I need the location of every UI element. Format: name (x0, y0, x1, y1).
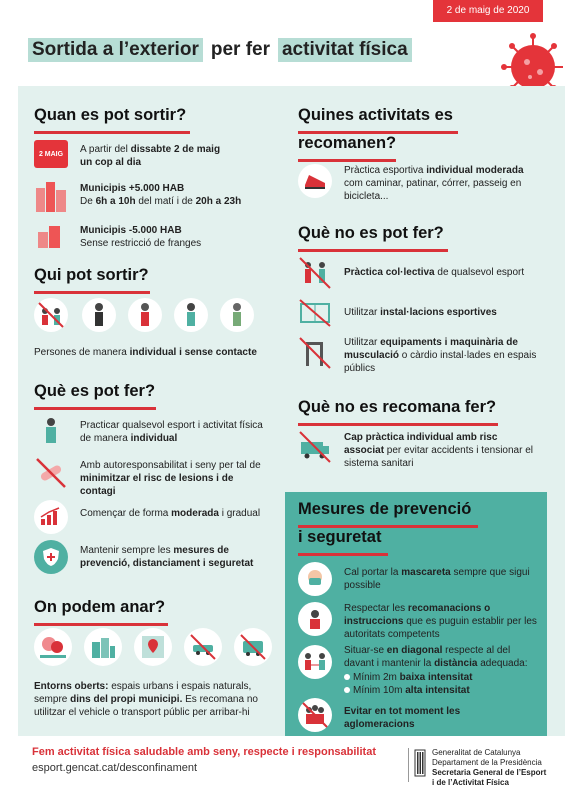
prevention-item-3: Situar-se en diagonal respecte al del davant i mantenir la distància adequada: (344, 645, 528, 669)
heading-recommended-2: recomanen? (298, 134, 396, 162)
nature-icon (34, 628, 72, 666)
heading-can-do: Què es pot fer? (34, 382, 156, 410)
cannot-item-1: Pràctica col·lectiva de qualsevol esport (344, 267, 525, 278)
cannot-item-3: Utilitzar equipaments i maquinària de musculació o càrdio instal·lades en espais públics (344, 337, 537, 374)
generalitat-logo-icon (414, 748, 426, 778)
heading-cannot-do: Què no es pot fer? (298, 224, 448, 252)
distance-bullet-low: Mínim 2m baixa intensitat (344, 671, 540, 684)
can-do-item-4: Mantenir sempre les mesures de prevenció, distanciament i seguretat (80, 545, 254, 569)
distance-icon (298, 645, 332, 679)
footer-slogan: Fem activitat física saludable amb seny, respecte i responsabilitat (32, 746, 376, 758)
title-part1: Sortida a l’exterior (28, 38, 203, 62)
heading-who: Qui pot sortir? (34, 266, 150, 294)
heading-not-recommended: Què no es recomana fer? (298, 398, 498, 426)
where-text: Entorns oberts: espais urbans i espais naturals, sempre dins del propi municipi. Es recomana no utilitzar el vehicle o transport públic per arribar-hi (34, 681, 258, 718)
footer-url[interactable]: esport.gencat.cat/desconfinament (32, 762, 198, 774)
distance-bullet-high: Mínim 10m alta intensitat (344, 684, 540, 697)
prevention-item-1: Cal portar la mascareta sempre que sigui possible (344, 567, 530, 591)
title-part2: per fer (210, 39, 270, 60)
ambulance-prohibited-icon (298, 430, 332, 464)
can-do-item-2: Amb autoresponsabilitat i seny per tal de minimitzar el risc de lesions i de contagi (80, 460, 261, 497)
when-item-3: Municipis -5.000 HAB Sense restricció de franges (80, 225, 202, 249)
running-shoe-icon (298, 164, 332, 198)
bandage-prohibited-icon (34, 456, 68, 490)
facility-prohibited-icon (298, 298, 332, 328)
mask-icon (298, 562, 332, 596)
recommended-item-1: Pràctica esportiva individual moderada com caminar, patinar, córrer, passeig en bicicleta... (344, 165, 524, 202)
calendar-icon: 2 MAIG (34, 140, 68, 168)
date-badge: 2 de maig de 2020 (433, 0, 543, 22)
not-recommended-item-1: Cap pràctica individual amb risc associat per evitar accidents i tensionar el sistema sanitari (344, 432, 533, 469)
cannot-item-2: Utilitzar instal·lacions esportives (344, 307, 497, 318)
heading-prevention: Mesures de prevenció (298, 500, 478, 528)
can-do-item-1: Practicar qualsevol esport i activitat física de manera individual (80, 420, 263, 444)
person-icon-3 (174, 298, 208, 332)
heading-recommended: Quines activitats es (298, 106, 458, 134)
generalitat-text: Generalitat de Catalunya Departament de la Presidència Secretaria General de l’Esport i de l’Activitat Física (432, 748, 547, 787)
person-icon-2 (128, 298, 162, 332)
bus-prohibited-icon (234, 628, 272, 666)
group-prohibited-icon (34, 298, 68, 332)
prevention-item-2: Respectar les recomanacions o instruccions que es puguin establir per les autoritats competents (344, 603, 537, 640)
heading-prevention-2: i seguretat (298, 528, 388, 556)
small-buildings-icon (36, 222, 64, 250)
person-icon-4 (220, 298, 254, 332)
title-part3: activitat física (278, 38, 412, 62)
footer-divider (408, 748, 409, 782)
person-icon-1 (82, 298, 116, 332)
team-prohibited-icon (298, 256, 332, 290)
prevention-item-4: Evitar en tot moment les aglomeracions (344, 706, 461, 730)
shield-icon (34, 540, 68, 574)
who-text: Persones de manera individual i sense contacte (34, 347, 257, 358)
city-icon (84, 628, 122, 666)
heading-when: Quan es pot sortir? (34, 106, 190, 134)
crowd-prohibited-icon (298, 698, 332, 732)
when-item-2: Municipis +5.000 HAB De 6h a 10h del matí i de 20h a 23h (80, 183, 242, 207)
authority-icon (298, 602, 332, 636)
can-do-item-3: Començar de forma moderada i gradual (80, 508, 261, 519)
page-title (28, 38, 412, 62)
car-prohibited-icon (184, 628, 222, 666)
when-item-1: A partir del dissabte 2 de maig un cop al dia (80, 144, 221, 168)
map-pin-icon (134, 628, 172, 666)
athlete-icon (38, 416, 64, 446)
buildings-icon (34, 180, 68, 214)
gym-equipment-prohibited-icon (298, 336, 332, 370)
growth-chart-icon (34, 500, 68, 534)
heading-where: On podem anar? (34, 598, 168, 626)
